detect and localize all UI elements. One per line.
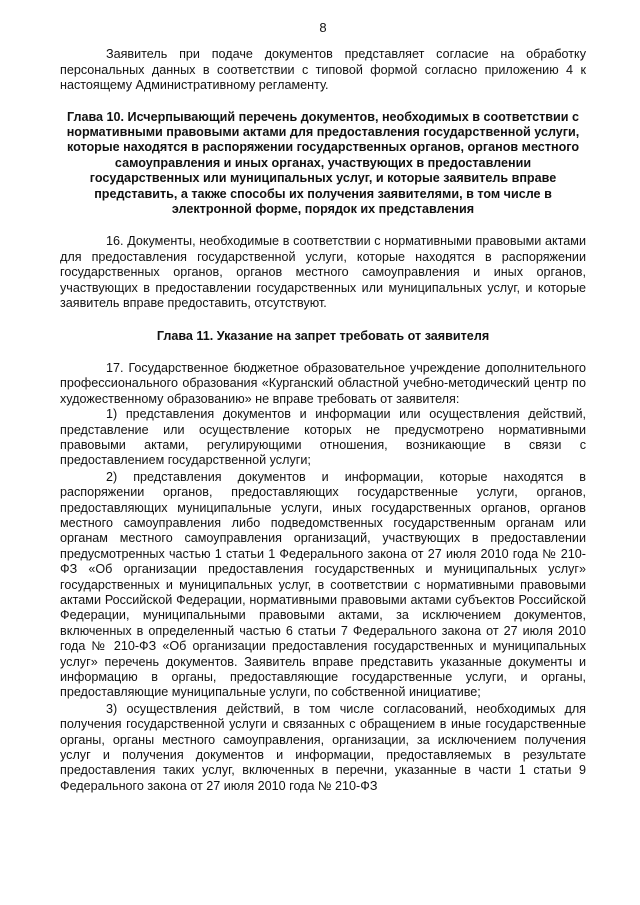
list-item: 2) представления документов и информации, которые находятся в распоряжении органов, предоставляющих государственные услуги, органов, предоставляющих муниципальные услуги, иных государственных органов, органов местного самоуправления либо подведомственных государственным органам или органам местного самоуправления организаций, участвующих в предоставлении предусмотренных частью 1 статьи 1 Федерального закона от 27 июля 2010 года № 210-ФЗ «Об организации предоставления государственных и муниципальных услуг» государственных и муниципальных услуг, в соответствии с нормативными правовыми актами Российской Федерации, нормативными правовыми актами субъектов Российской Федерации, муниципальными правовыми актами, за исключением документов, включенных в определенный частью 6 статьи 7 Федерального закона от 27 июля 2010 года № 210-ФЗ «Об организации предоставления государственных и муниципальных услуг» перечень документов. Заявитель вправе представить указанные документы и информацию в органы, предоставляющие государственные услуги, и органы, предоставляющие муниципальные услуги, по собственной инициативе;: [60, 469, 586, 700]
paragraph-17: 17. Государственное бюджетное образовательное учреждение дополнительного профессионального образования «Курганский областной учебно-методический центр по художественному образованию» не вправе требовать от заявителя:: [60, 360, 586, 406]
paragraph-16: 16. Документы, необходимые в соответствии с нормативными правовыми актами для предоставления государственной услуги, которые находятся в распоряжении государственных органов, органов местного самоуправления и иных органов, участвующих в предоставлении государственных или муниципальных услуг, и которые заявитель вправе предоставить, отсутствуют.: [60, 234, 586, 311]
intro-paragraph: Заявитель при подаче документов представляет согласие на обработку персональных данных в соответствии с типовой формой согласно приложению 4 к настоящему Административному регламенту.: [60, 47, 586, 93]
spacer: [60, 217, 586, 234]
document-page: [60, 20, 586, 795]
chapter-11-title: Глава 11. Указание на запрет требовать от заявителя: [156, 328, 490, 343]
list-item: 3) осуществления действий, в том числе согласований, необходимых для получения государственной услуги и связанных с обращением в иные государственные органы, органы местного самоуправления, организации, за исключением получения услуг и получения документов и информации, предоставляемых в результате предоставления таких услуг, включенных в перечни, указанные в части 1 статьи 9 Федерального закона от 27 июля 2010 года № 210-ФЗ: [60, 701, 586, 793]
chapter-10-title: Глава 10. Исчерпывающий перечень документов, необходимых в соответствии с нормативными правовыми актами для предоставления государственной услуги, которые находятся в распоряжении государственных органов, органов местного самоуправления и иных органах, участвующих в предоставлении государственных или муниципальных услуг, и которые заявитель вправе представить, а также способы их получения заявителями, в том числе в электронной форме, порядок их представления: [66, 109, 580, 217]
page-number: 8: [319, 20, 327, 35]
spacer: [60, 312, 586, 329]
list-item: 1) представления документов и информации или осуществления действий, представление или осуществление которых не предусмотрено нормативными правовыми актами, регулирующими отношения, возникающие в связи с предоставлением государственной услуги;: [60, 407, 586, 468]
spacer: [60, 94, 586, 110]
spacer: [60, 344, 586, 361]
prohibition-list: [60, 407, 586, 794]
